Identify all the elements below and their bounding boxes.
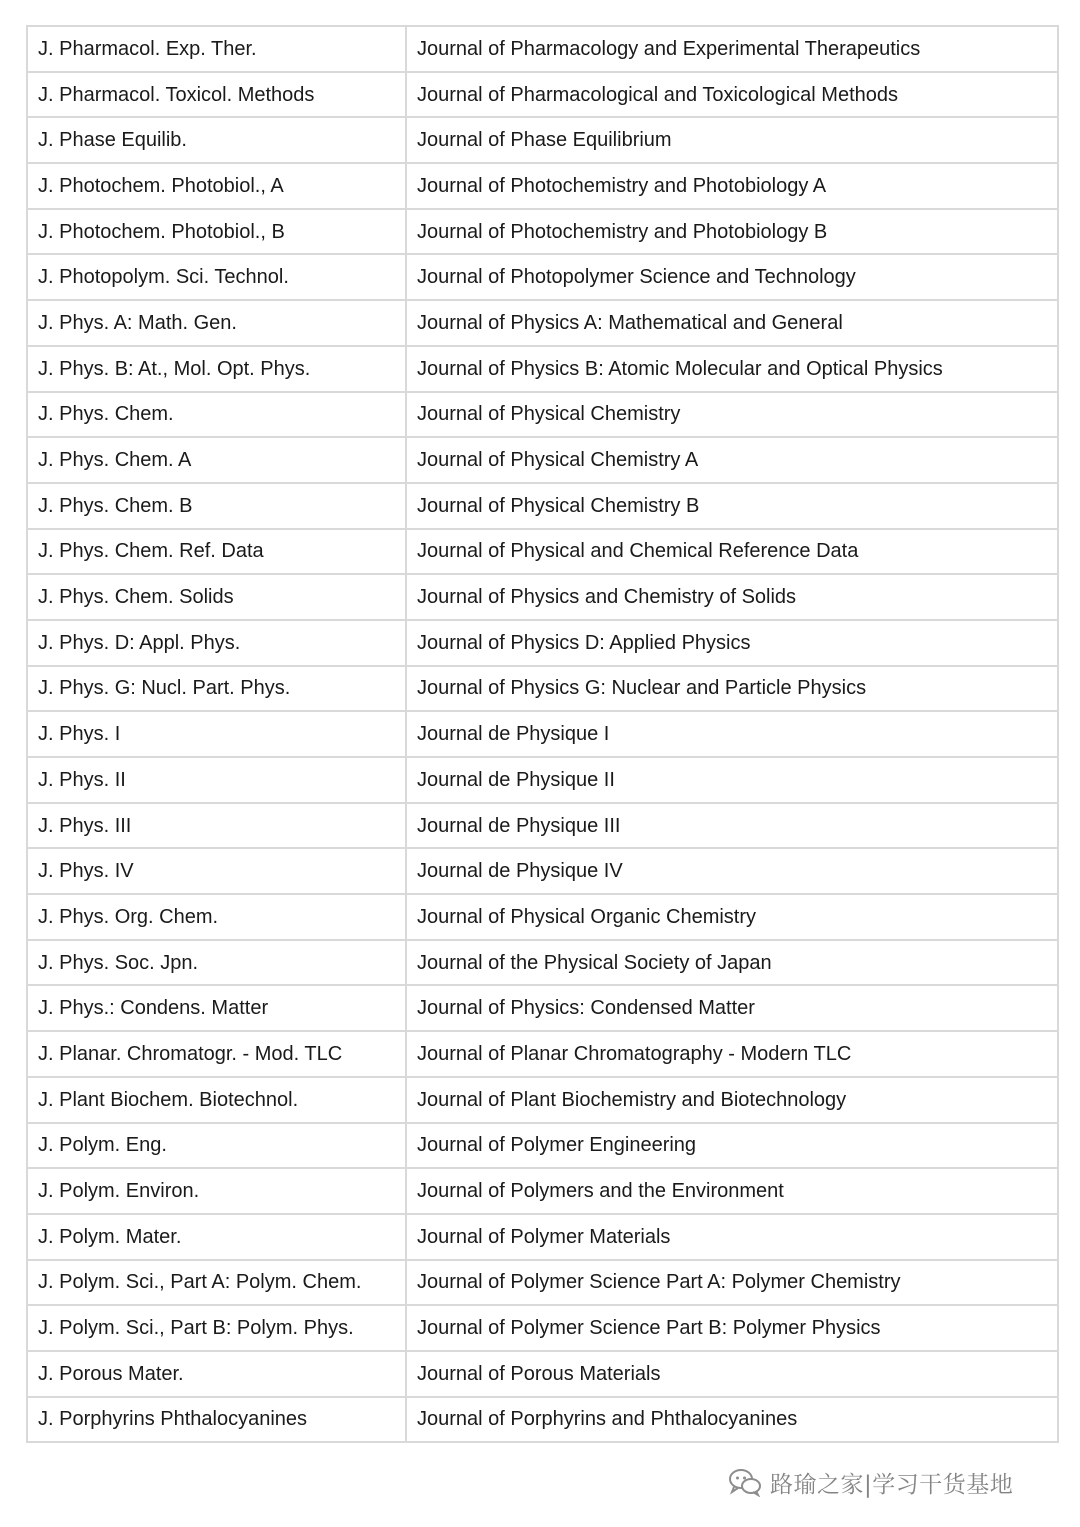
abbreviation-cell: J. Phys. Chem. Solids [27, 574, 406, 620]
abbreviation-cell: J. Phys. IV [27, 848, 406, 894]
table-row [27, 209, 1058, 255]
abbreviation-cell: J. Photopolym. Sci. Technol. [27, 254, 406, 300]
abbreviation-cell: J. Phys. Org. Chem. [27, 894, 406, 940]
full-title-cell: Journal of Physical Chemistry A [406, 437, 1058, 483]
table-row [27, 1214, 1058, 1260]
abbreviation-cell: J. Phys. B: At., Mol. Opt. Phys. [27, 346, 406, 392]
table-row [27, 894, 1058, 940]
full-title-cell: Journal of Physical Chemistry [406, 392, 1058, 438]
abbreviation-cell: J. Phys. Chem. [27, 392, 406, 438]
abbreviation-cell: J. Planar. Chromatogr. - Mod. TLC [27, 1031, 406, 1077]
table-row [27, 1397, 1058, 1443]
watermark [728, 1462, 1013, 1502]
abbreviation-cell: J. Phys. A: Math. Gen. [27, 300, 406, 346]
table-row [27, 1031, 1058, 1077]
full-title-cell: Journal of Physical Organic Chemistry [406, 894, 1058, 940]
full-title-cell: Journal of Photochemistry and Photobiology B [406, 209, 1058, 255]
full-title-cell: Journal of Polymer Engineering [406, 1123, 1058, 1169]
abbreviation-cell: J. Plant Biochem. Biotechnol. [27, 1077, 406, 1123]
abbreviation-cell: J. Phys. III [27, 803, 406, 849]
full-title-cell: Journal of Polymer Materials [406, 1214, 1058, 1260]
table-row [27, 848, 1058, 894]
table-row [27, 437, 1058, 483]
table-row [27, 757, 1058, 803]
full-title-cell: Journal of Physics A: Mathematical and General [406, 300, 1058, 346]
table-row [27, 620, 1058, 666]
table-row [27, 117, 1058, 163]
wechat-icon [728, 1467, 762, 1497]
table-row [27, 711, 1058, 757]
full-title-cell: Journal of Photopolymer Science and Technology [406, 254, 1058, 300]
abbreviation-cell: J. Pharmacol. Exp. Ther. [27, 26, 406, 72]
watermark-text: 路瑜之家|学习干货基地 [770, 1471, 1014, 1498]
abbreviation-cell: J. Phys. Chem. B [27, 483, 406, 529]
table-row [27, 1305, 1058, 1351]
table-row [27, 1168, 1058, 1214]
abbreviation-cell: J. Phys. G: Nucl. Part. Phys. [27, 666, 406, 712]
abbreviation-cell: J. Phys. Chem. A [27, 437, 406, 483]
full-title-cell: Journal of Phase Equilibrium [406, 117, 1058, 163]
table-row [27, 666, 1058, 712]
abbreviation-cell: J. Polym. Eng. [27, 1123, 406, 1169]
full-title-cell: Journal of Physics D: Applied Physics [406, 620, 1058, 666]
abbreviation-cell: J. Polym. Mater. [27, 1214, 406, 1260]
abbreviation-cell: J. Polym. Sci., Part B: Polym. Phys. [27, 1305, 406, 1351]
table-row [27, 1077, 1058, 1123]
full-title-cell: Journal of Physics G: Nuclear and Particle Physics [406, 666, 1058, 712]
table-row [27, 254, 1058, 300]
abbreviation-cell: J. Phys. I [27, 711, 406, 757]
full-title-cell: Journal of Physics and Chemistry of Solids [406, 574, 1058, 620]
full-title-cell: Journal of Physical Chemistry B [406, 483, 1058, 529]
full-title-cell: Journal of Physics B: Atomic Molecular and Optical Physics [406, 346, 1058, 392]
full-title-cell: Journal de Physique III [406, 803, 1058, 849]
abbreviation-cell: J. Pharmacol. Toxicol. Methods [27, 72, 406, 118]
full-title-cell: Journal de Physique I [406, 711, 1058, 757]
abbreviation-cell: J. Polym. Environ. [27, 1168, 406, 1214]
full-title-cell: Journal of Polymer Science Part A: Polymer Chemistry [406, 1260, 1058, 1306]
table-row [27, 529, 1058, 575]
full-title-cell: Journal of Planar Chromatography - Modern TLC [406, 1031, 1058, 1077]
abbreviation-cell: J. Porous Mater. [27, 1351, 406, 1397]
table-row [27, 346, 1058, 392]
full-title-cell: Journal of Pharmacological and Toxicological Methods [406, 72, 1058, 118]
abbreviation-cell: J. Phys.: Condens. Matter [27, 985, 406, 1031]
table-row [27, 392, 1058, 438]
table-row [27, 1260, 1058, 1306]
table-row [27, 26, 1058, 72]
abbreviation-cell: J. Phys. Soc. Jpn. [27, 940, 406, 986]
table-row [27, 1123, 1058, 1169]
table-row [27, 803, 1058, 849]
abbreviation-cell: J. Phys. Chem. Ref. Data [27, 529, 406, 575]
full-title-cell: Journal de Physique II [406, 757, 1058, 803]
table-row [27, 985, 1058, 1031]
table-row [27, 940, 1058, 986]
table-row [27, 1351, 1058, 1397]
journal-abbreviation-table-container [26, 25, 1057, 1443]
full-title-cell: Journal of Porphyrins and Phthalocyanines [406, 1397, 1058, 1443]
abbreviation-cell: J. Polym. Sci., Part A: Polym. Chem. [27, 1260, 406, 1306]
table-row [27, 483, 1058, 529]
table-body [27, 26, 1058, 1442]
full-title-cell: Journal of Pharmacology and Experimental Therapeutics [406, 26, 1058, 72]
abbreviation-cell: J. Porphyrins Phthalocyanines [27, 1397, 406, 1443]
full-title-cell: Journal of Plant Biochemistry and Biotechnology [406, 1077, 1058, 1123]
full-title-cell: Journal of Porous Materials [406, 1351, 1058, 1397]
abbreviation-cell: J. Phys. D: Appl. Phys. [27, 620, 406, 666]
journal-abbreviation-table [26, 25, 1059, 1443]
full-title-cell: Journal de Physique IV [406, 848, 1058, 894]
full-title-cell: Journal of the Physical Society of Japan [406, 940, 1058, 986]
full-title-cell: Journal of Physics: Condensed Matter [406, 985, 1058, 1031]
full-title-cell: Journal of Polymer Science Part B: Polymer Physics [406, 1305, 1058, 1351]
table-row [27, 300, 1058, 346]
full-title-cell: Journal of Physical and Chemical Reference Data [406, 529, 1058, 575]
abbreviation-cell: J. Phys. II [27, 757, 406, 803]
table-row [27, 574, 1058, 620]
full-title-cell: Journal of Polymers and the Environment [406, 1168, 1058, 1214]
abbreviation-cell: J. Phase Equilib. [27, 117, 406, 163]
abbreviation-cell: J. Photochem. Photobiol., B [27, 209, 406, 255]
full-title-cell: Journal of Photochemistry and Photobiology A [406, 163, 1058, 209]
abbreviation-cell: J. Photochem. Photobiol., A [27, 163, 406, 209]
table-row [27, 72, 1058, 118]
table-row [27, 163, 1058, 209]
